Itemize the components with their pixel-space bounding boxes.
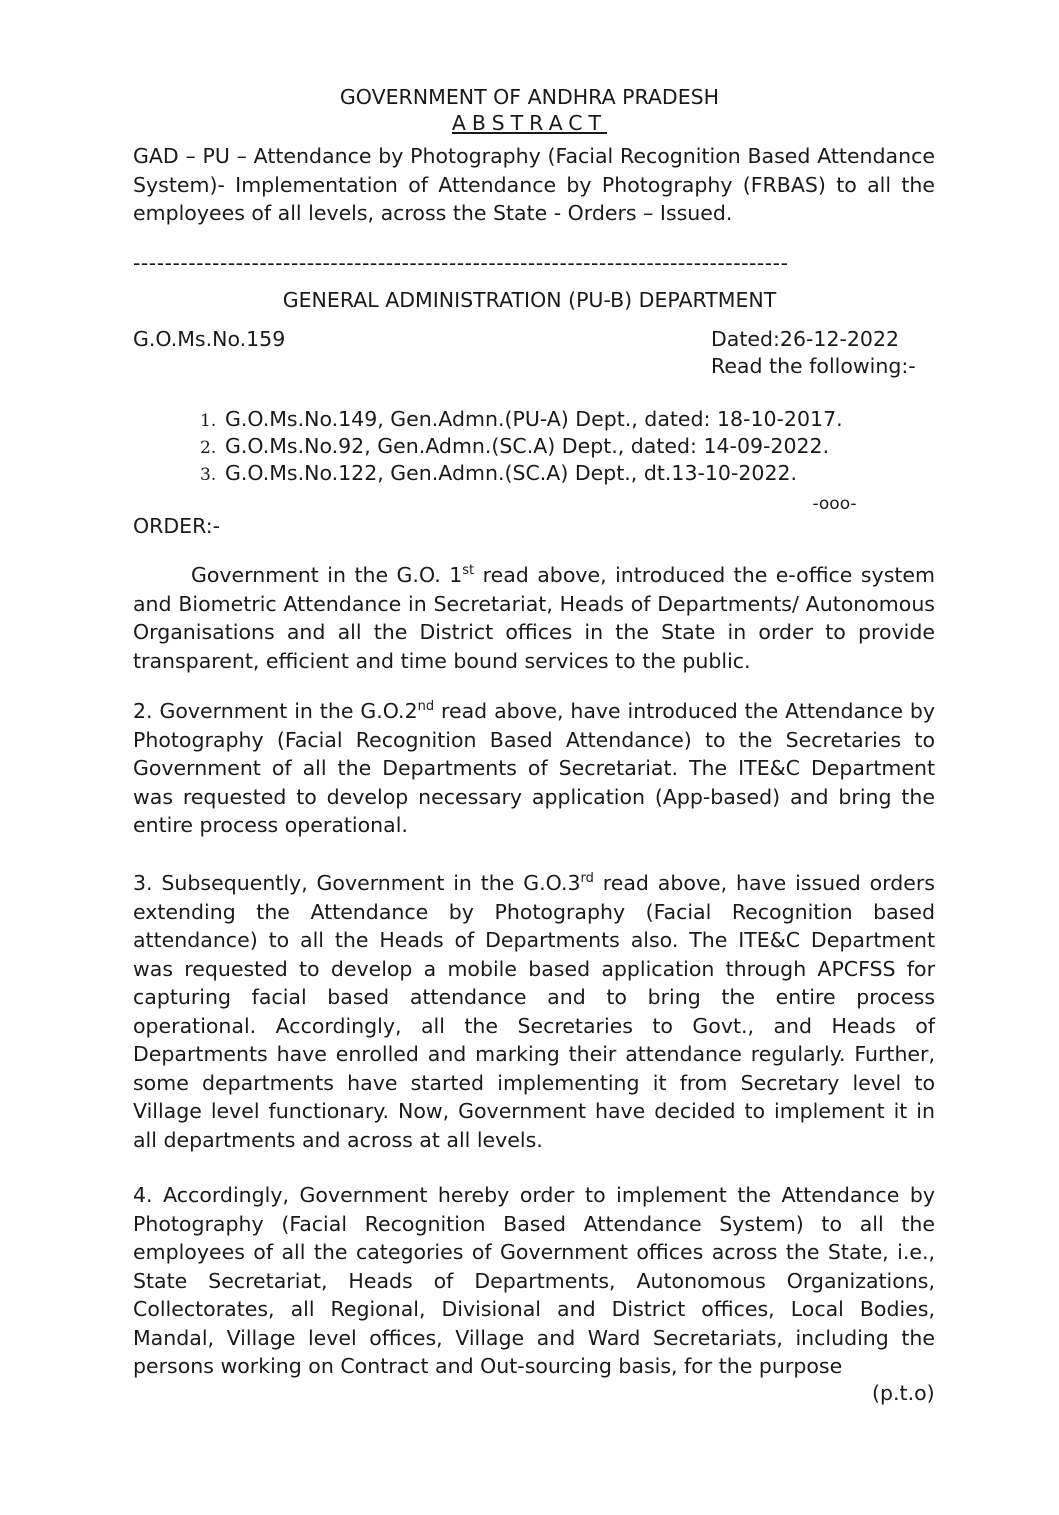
ordinal-superscript: st xyxy=(462,563,475,579)
paragraph-3 xyxy=(133,869,935,1154)
reference-item xyxy=(200,405,843,432)
subject-text: GAD – PU – Attendance by Photography (Facial Recognition Based Attendance System)- Implementation of Attendance by Photography (FRBAS) to all the employees of all levels, across the State - Orders – Issued. xyxy=(133,144,935,225)
paragraph-2-rest: read above, have introduced the Attendance by Photography (Facial Recognition Based Attendance) to the Secretaries to Government of all the Departments of Secretariat. The ITE&C Department was requested to develop necessary application (App-based) and bring the entire process operational. xyxy=(133,699,935,837)
reference-number: 2. xyxy=(200,438,217,458)
please-turn-over-note: (p.t.o) xyxy=(872,1381,935,1405)
ordinal-superscript: nd xyxy=(417,699,435,715)
reference-number: 1. xyxy=(200,411,217,431)
paragraph-3-start: 3. Subsequently, Government in the G.O.3 xyxy=(133,871,581,895)
reference-text: G.O.Ms.No.92, Gen.Admn.(SC.A) Dept., dated: 14-09-2022. xyxy=(225,434,830,458)
paragraph-1 xyxy=(133,561,935,675)
paragraph-4-text: 4. Accordingly, Government hereby order to implement the Attendance by Photography (Facial Recognition Based Attendance System) to all the employees of all the categories of Government offices across the State, i.e., State Secretariat, Heads of Departments, Autonomous Organizations, Collectorates, all Regional, Divisional and District offices, Local Bodies, Mandal, Village level offices, Village and Ward Secretariats, including the persons working on Contract and Out-sourcing basis, for the purpose xyxy=(133,1183,935,1378)
references-list xyxy=(200,405,843,486)
reference-text: G.O.Ms.No.149, Gen.Admn.(PU-A) Dept., dated: 18-10-2017. xyxy=(225,407,843,431)
paragraph-3-rest: read above, have issued orders extending the Attendance by Photography (Facial Recognition based attendance) to all the Heads of Departments also. The ITE&C Department was requested to develop a mobile based application through APCFSS for capturing facial based attendance and to bring the entire process operational. Accordingly, all the Secretaries to Govt., and Heads of Departments have enrolled and marking their attendance regularly. Further, some departments have started implementing it from Secretary level to Village level functionary. Now, Government have decided to implement it in all departments and across at all levels. xyxy=(133,871,935,1152)
reference-number: 3. xyxy=(200,465,217,485)
reference-text: G.O.Ms.No.122, Gen.Admn.(SC.A) Dept., dt.13-10-2022. xyxy=(225,461,798,485)
government-heading: GOVERNMENT OF ANDHRA PRADESH xyxy=(339,85,720,109)
order-number: G.O.Ms.No.159 xyxy=(133,327,286,351)
separator-rule: ----------------------------------------------------------------------------------- xyxy=(133,251,789,275)
paragraph-2-start: 2. Government in the G.O.2 xyxy=(133,699,418,723)
section-separator: -ooo- xyxy=(812,494,857,514)
order-label: ORDER:- xyxy=(133,514,221,538)
paragraph-1-rest: read above, introduced the e-office system and Biometric Attendance in Secretariat, Heads of Departments/ Autonomous Organisations and all the District offices in the State in order to provide transparent, efficient and time bound services to the public. xyxy=(133,563,935,673)
paragraph-2 xyxy=(133,697,935,840)
ordinal-superscript: rd xyxy=(580,871,594,887)
reference-item xyxy=(200,459,843,486)
paragraph-1-start: Government in the G.O. 1 xyxy=(191,563,463,587)
read-following-label: Read the following:- xyxy=(711,354,916,378)
order-date: Dated:26-12-2022 xyxy=(711,327,900,351)
abstract-heading: ABSTRACT xyxy=(451,111,608,135)
department-heading: GENERAL ADMINISTRATION (PU-B) DEPARTMENT xyxy=(282,288,777,312)
paragraph-4 xyxy=(133,1181,935,1381)
reference-item xyxy=(200,432,843,459)
